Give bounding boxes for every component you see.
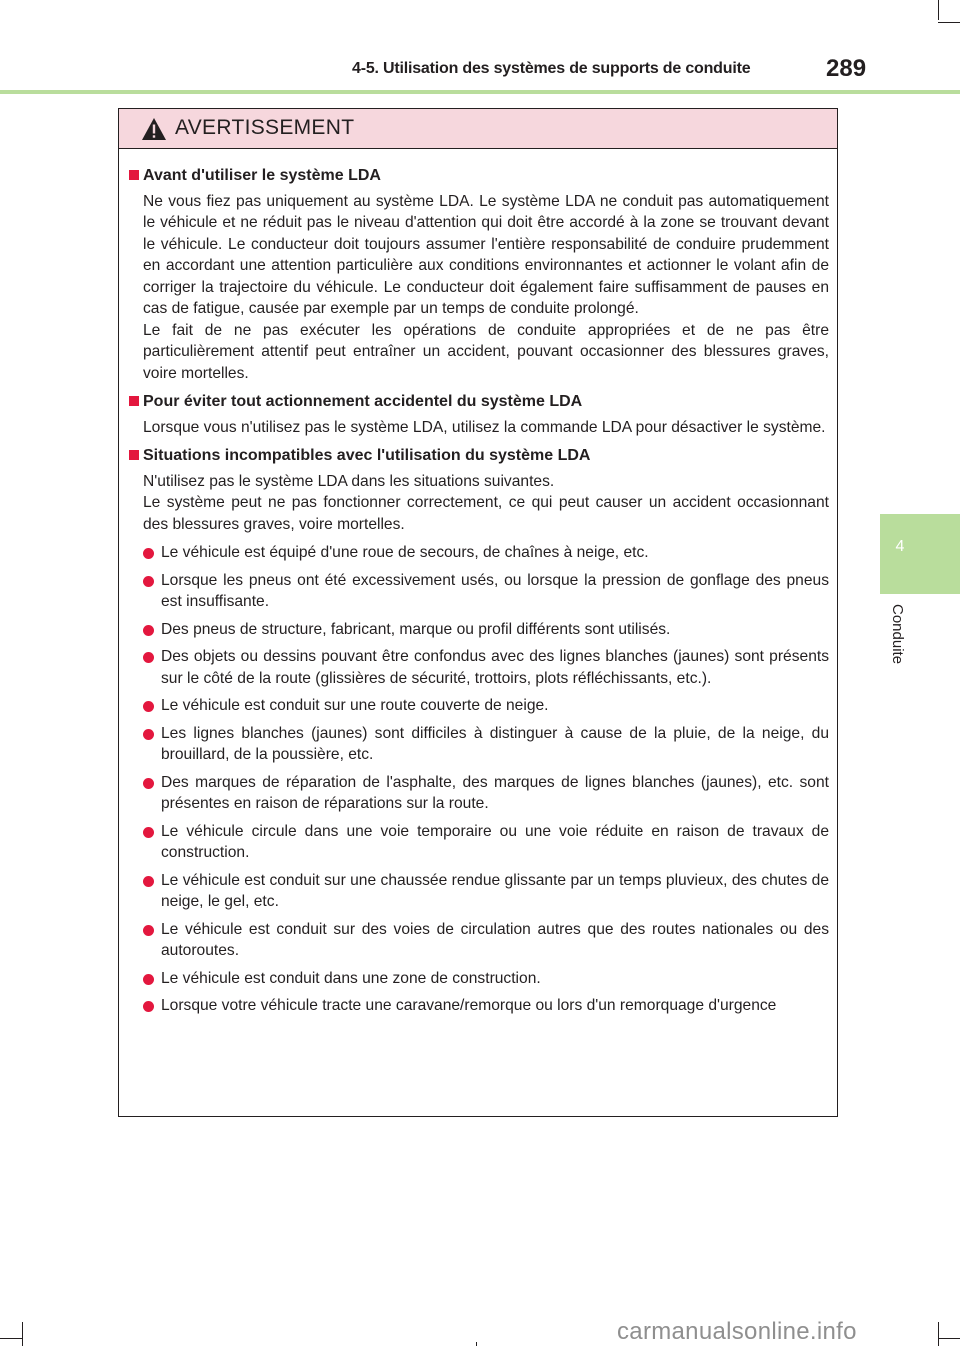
list-item: Le véhicule est conduit dans une zone de construction.: [143, 968, 829, 990]
square-bullet-icon: [129, 170, 139, 180]
list-item: Le véhicule est équipé d'une roue de secours, de chaînes à neige, etc.: [143, 542, 829, 564]
bullet-dot-icon: [143, 576, 154, 587]
warning-header: [119, 109, 837, 149]
section-heading: Pour éviter tout actionnement accidentel du système LDA: [125, 391, 829, 413]
crop-mark: [938, 1322, 939, 1346]
warning-triangle-icon: [141, 117, 167, 141]
crop-mark: [476, 1342, 477, 1346]
square-bullet-icon: [129, 396, 139, 406]
paragraph: Le système peut ne pas fonctionner correctement, ce qui peut causer un accident occasionnant des blessures graves, voire mortelles.: [143, 494, 829, 533]
situation-list: [143, 542, 829, 1017]
paragraph: Lorsque vous n'utilisez pas le système LDA, utilisez la commande LDA pour désactiver le système.: [143, 418, 826, 436]
section-heading: Avant d'utiliser le système LDA: [125, 165, 829, 187]
list-item: Le véhicule est conduit sur une route couverte de neige.: [143, 695, 829, 717]
bullet-dot-icon: [143, 625, 154, 636]
paragraph: N'utilisez pas le système LDA dans les situations suivantes.: [143, 472, 555, 490]
list-item: Lorsque votre véhicule tracte une caravane/remorque ou lors d'un remorquage d'urgence: [143, 995, 829, 1017]
header-rule: [0, 90, 960, 94]
chapter-label: Conduite: [889, 604, 906, 665]
chapter-number: 4: [895, 538, 905, 555]
warning-title: AVERTISSEMENT: [175, 116, 355, 139]
list-item: Les lignes blanches (jaunes) sont difficiles à distinguer à cause de la pluie, de la neige, du brouillard, de la poussière, etc.: [143, 723, 829, 766]
list-item: Des marques de réparation de l'asphalte, des marques de lignes blanches (jaunes), etc. sont présentes en raison de réparations sur la route.: [143, 772, 829, 815]
crop-mark: [938, 22, 960, 23]
bullet-dot-icon: [143, 974, 154, 985]
list-item: Le véhicule circule dans une voie temporaire ou une voie réduite en raison de travaux de construction.: [143, 821, 829, 864]
section-title: 4-5. Utilisation des systèmes de supports de conduite: [352, 60, 751, 77]
crop-mark: [0, 1338, 22, 1339]
bullet-dot-icon: [143, 778, 154, 789]
bullet-dot-icon: [143, 652, 154, 663]
bullet-dot-icon: [143, 548, 154, 559]
crop-mark: [938, 1338, 960, 1339]
page-number: 289: [826, 55, 867, 82]
bullet-dot-icon: [143, 729, 154, 740]
list-item: Le véhicule est conduit sur une chaussée rendue glissante par un temps pluvieux, des chutes de neige, le gel, etc.: [143, 870, 829, 913]
list-item: Des pneus de structure, fabricant, marque ou profil différents sont utilisés.: [143, 619, 829, 641]
bullet-dot-icon: [143, 1001, 154, 1012]
warning-box: [118, 108, 838, 1117]
crop-mark: [22, 1322, 23, 1346]
section-heading: Situations incompatibles avec l'utilisation du système LDA: [125, 445, 829, 467]
list-item: Lorsque les pneus ont été excessivement usés, ou lorsque la pression de gonflage des pneus est insuffisante.: [143, 570, 829, 613]
list-item: Des objets ou dessins pouvant être confondus avec des lignes blanches (jaunes) sont présents sur le côté de la route (glissières de sécurité, trottoirs, plots réfléchissants, etc.).: [143, 646, 829, 689]
bullet-dot-icon: [143, 701, 154, 712]
list-item: Le véhicule est conduit sur des voies de circulation autres que des routes nationales ou des autoroutes.: [143, 919, 829, 962]
paragraph: Le fait de ne pas exécuter les opérations de conduite appropriées et de ne pas être particulièrement attentif peut entraîner un accident, pouvant occasionner des blessures graves, voire mortelles.: [143, 321, 829, 382]
crop-mark: [938, 0, 939, 20]
bullet-dot-icon: [143, 827, 154, 838]
chapter-tab: [880, 514, 960, 594]
watermark: carmanualsonline.info: [617, 1318, 857, 1345]
square-bullet-icon: [129, 450, 139, 460]
warning-content: [119, 149, 837, 1017]
bullet-dot-icon: [143, 925, 154, 936]
bullet-dot-icon: [143, 876, 154, 887]
paragraph: Ne vous fiez pas uniquement au système LDA. Le système LDA ne conduit pas automatiquement le véhicule et ne réduit pas le niveau d'attention qui doit être accordé à la zone se trouvant devant le véhicule. Le conducteur doit toujours assumer l'entière responsabilité de conduire prudemment en accordant une attention particulière aux conditions environnantes et actionner le volant afin de corriger la trajectoire du véhicule. Le conducteur doit également faire suffisamment de pauses en cas de fatigue, causée par exemple par un temps de conduite prolongé.: [143, 192, 829, 317]
